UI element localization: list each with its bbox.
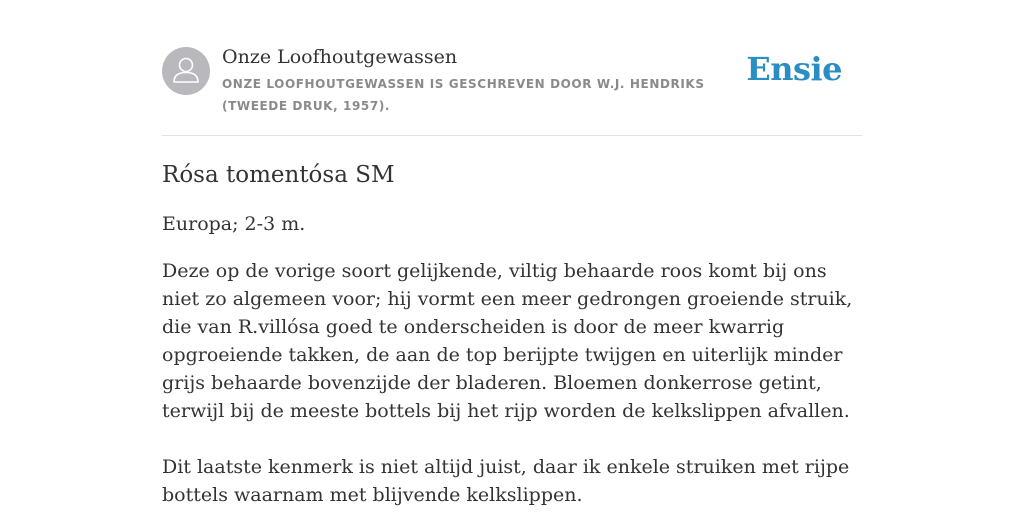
publication-title[interactable]: Onze Loofhoutgewassen — [222, 46, 458, 68]
publication-header — [162, 44, 862, 136]
entry-paragraph: Deze op de vorige soort gelijkende, viltig behaarde roos komt bij ons niet zo algemeen voor; hij vormt een meer gedrongen groeiende struik, die van R.villósa goed te onderscheiden is door de meer kwarrig opgroeiende takken, de aan de top berijpte twijgen en uiterlijk minder grijs behaarde bovenzijde der bladeren. Bloemen donkerrose getint, terwijl bij de meeste bottels bij het rijp worden de kelkslippen afvallen. — [162, 260, 853, 422]
publication-description: ONZE LOOFHOUTGEWASSEN IS GESCHREVEN DOOR W.J. HENDRIKS (TWEEDE DRUK, 1957). — [222, 77, 705, 113]
entry-title: Rósa tomentósa SM — [162, 162, 395, 188]
ensie-logo[interactable]: Ensie — [746, 50, 842, 88]
entry-content — [162, 157, 862, 509]
entry-paragraph: Dit laatste kenmerk is niet altijd juist, daar ik enkele struiken met rijpe bottels waarnam met blijvende kelkslippen. — [162, 456, 850, 506]
user-placeholder-icon — [162, 47, 210, 95]
entry-meta: Europa; 2-3 m. — [162, 213, 306, 235]
